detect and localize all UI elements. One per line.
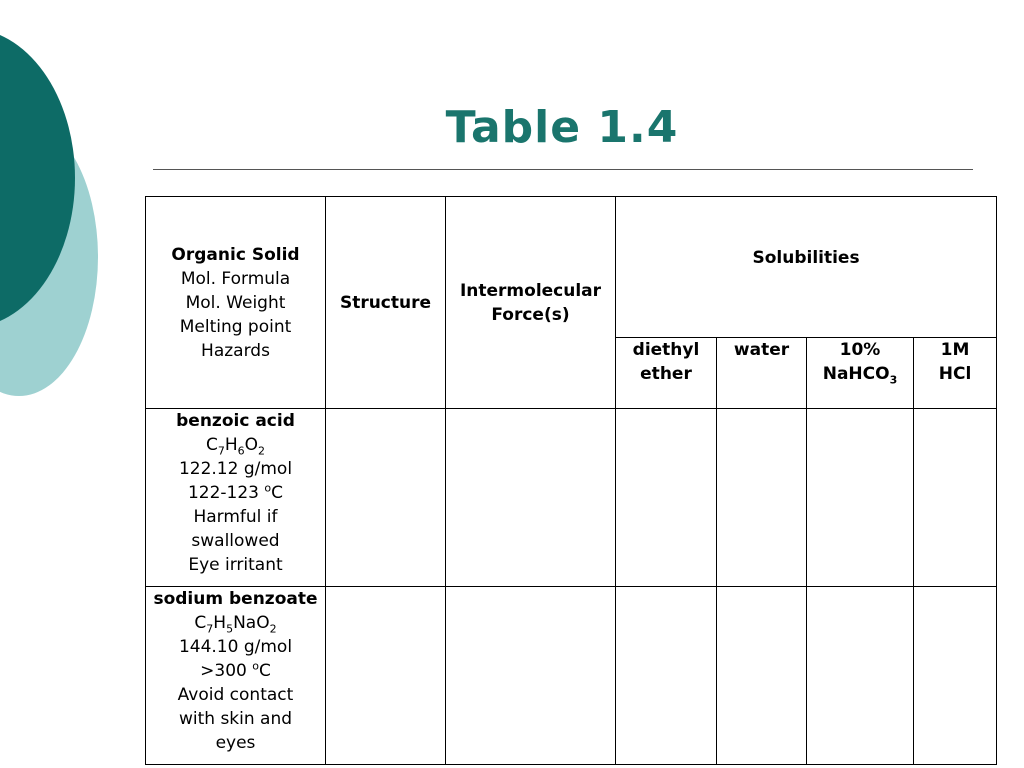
formula-part: H [213, 613, 227, 633]
formula-subscript: 6 [237, 444, 245, 458]
diethyl-ether-cell[interactable] [616, 409, 717, 587]
compound-hazard: swallowed [191, 531, 280, 551]
header-nahco3 [807, 338, 914, 409]
header-force-line1: Intermolecular [459, 280, 602, 301]
structure-cell[interactable] [326, 587, 446, 765]
compound-hazard: with skin and [178, 709, 293, 729]
compound-name: sodium benzoate [153, 589, 318, 609]
compound-hazard: Eye irritant [188, 555, 283, 575]
hcl-cell[interactable] [914, 409, 997, 587]
nahco3-text: NaHCO [822, 364, 890, 384]
compound-hazard: Avoid contact [177, 685, 294, 705]
water-cell[interactable] [717, 587, 807, 765]
header-ether-line1: diethyl [632, 340, 700, 360]
header-mol-formula: Mol. Formula [180, 268, 291, 289]
header-melting-point: Melting point [179, 316, 292, 337]
header-organic-solid-label: Organic Solid [171, 244, 300, 265]
header-force-line2: Force(s) [491, 304, 570, 325]
compound-hazard: eyes [215, 733, 256, 753]
header-diethyl-ether [616, 338, 717, 409]
header-row [146, 197, 997, 338]
header-solubilities [616, 197, 997, 338]
compound-melting-point [149, 659, 322, 683]
intermolecular-force-cell[interactable] [446, 587, 616, 765]
formula-subscript: 2 [269, 622, 277, 636]
diethyl-ether-cell[interactable] [616, 587, 717, 765]
title-divider [153, 169, 973, 170]
header-mol-weight: Mol. Weight [185, 292, 286, 313]
compound-formula [149, 611, 322, 635]
header-ether-line2: ether [640, 364, 692, 384]
formula-subscript: 2 [258, 444, 266, 458]
header-structure: Structure [326, 197, 446, 409]
header-hazards: Hazards [201, 340, 270, 361]
mp-degree: o [264, 481, 272, 495]
header-water: water [717, 338, 807, 409]
hcl-cell[interactable] [914, 587, 997, 765]
formula-subscript: 5 [226, 622, 234, 636]
compound-info-cell [146, 409, 326, 587]
data-table [145, 196, 997, 765]
mp-value: 122-123 [187, 483, 265, 503]
water-cell[interactable] [717, 409, 807, 587]
compound-info-cell [146, 587, 326, 765]
nahco3-cell[interactable] [807, 409, 914, 587]
compound-weight: 144.10 g/mol [178, 637, 293, 657]
header-nahco3-line2 [810, 362, 910, 386]
formula-part: C [194, 613, 207, 633]
header-nahco3-line1: 10% [839, 340, 881, 360]
mp-degree: o [252, 659, 259, 673]
nahco3-cell[interactable] [807, 587, 914, 765]
compound-name: benzoic acid [176, 411, 295, 431]
header-organic-solid [146, 197, 326, 409]
mp-value: >300 [200, 661, 253, 681]
formula-subscript: 7 [206, 622, 214, 636]
header-hcl-line2: HCl [938, 364, 972, 384]
header-hcl-line1: 1M [940, 340, 970, 360]
formula-part: C [205, 435, 218, 455]
structure-cell[interactable] [326, 409, 446, 587]
header-intermolecular-force [446, 197, 616, 409]
mp-unit: C [271, 483, 284, 503]
table-row [146, 587, 997, 765]
mp-unit: C [258, 661, 271, 681]
formula-subscript: 7 [217, 444, 225, 458]
header-solubilities-label: Solubilities [752, 248, 860, 268]
header-hcl [914, 338, 997, 409]
formula-part: O [244, 435, 259, 455]
table-row [146, 409, 997, 587]
formula-part: NaO [233, 613, 270, 633]
nahco3-subscript: 3 [889, 373, 898, 387]
compound-melting-point [149, 481, 322, 505]
slide-title: Table 1.4 [445, 102, 679, 153]
compound-formula [149, 433, 322, 457]
intermolecular-force-cell[interactable] [446, 409, 616, 587]
compound-hazard: Harmful if [193, 507, 278, 527]
formula-part: H [224, 435, 238, 455]
compound-weight: 122.12 g/mol [178, 459, 293, 479]
